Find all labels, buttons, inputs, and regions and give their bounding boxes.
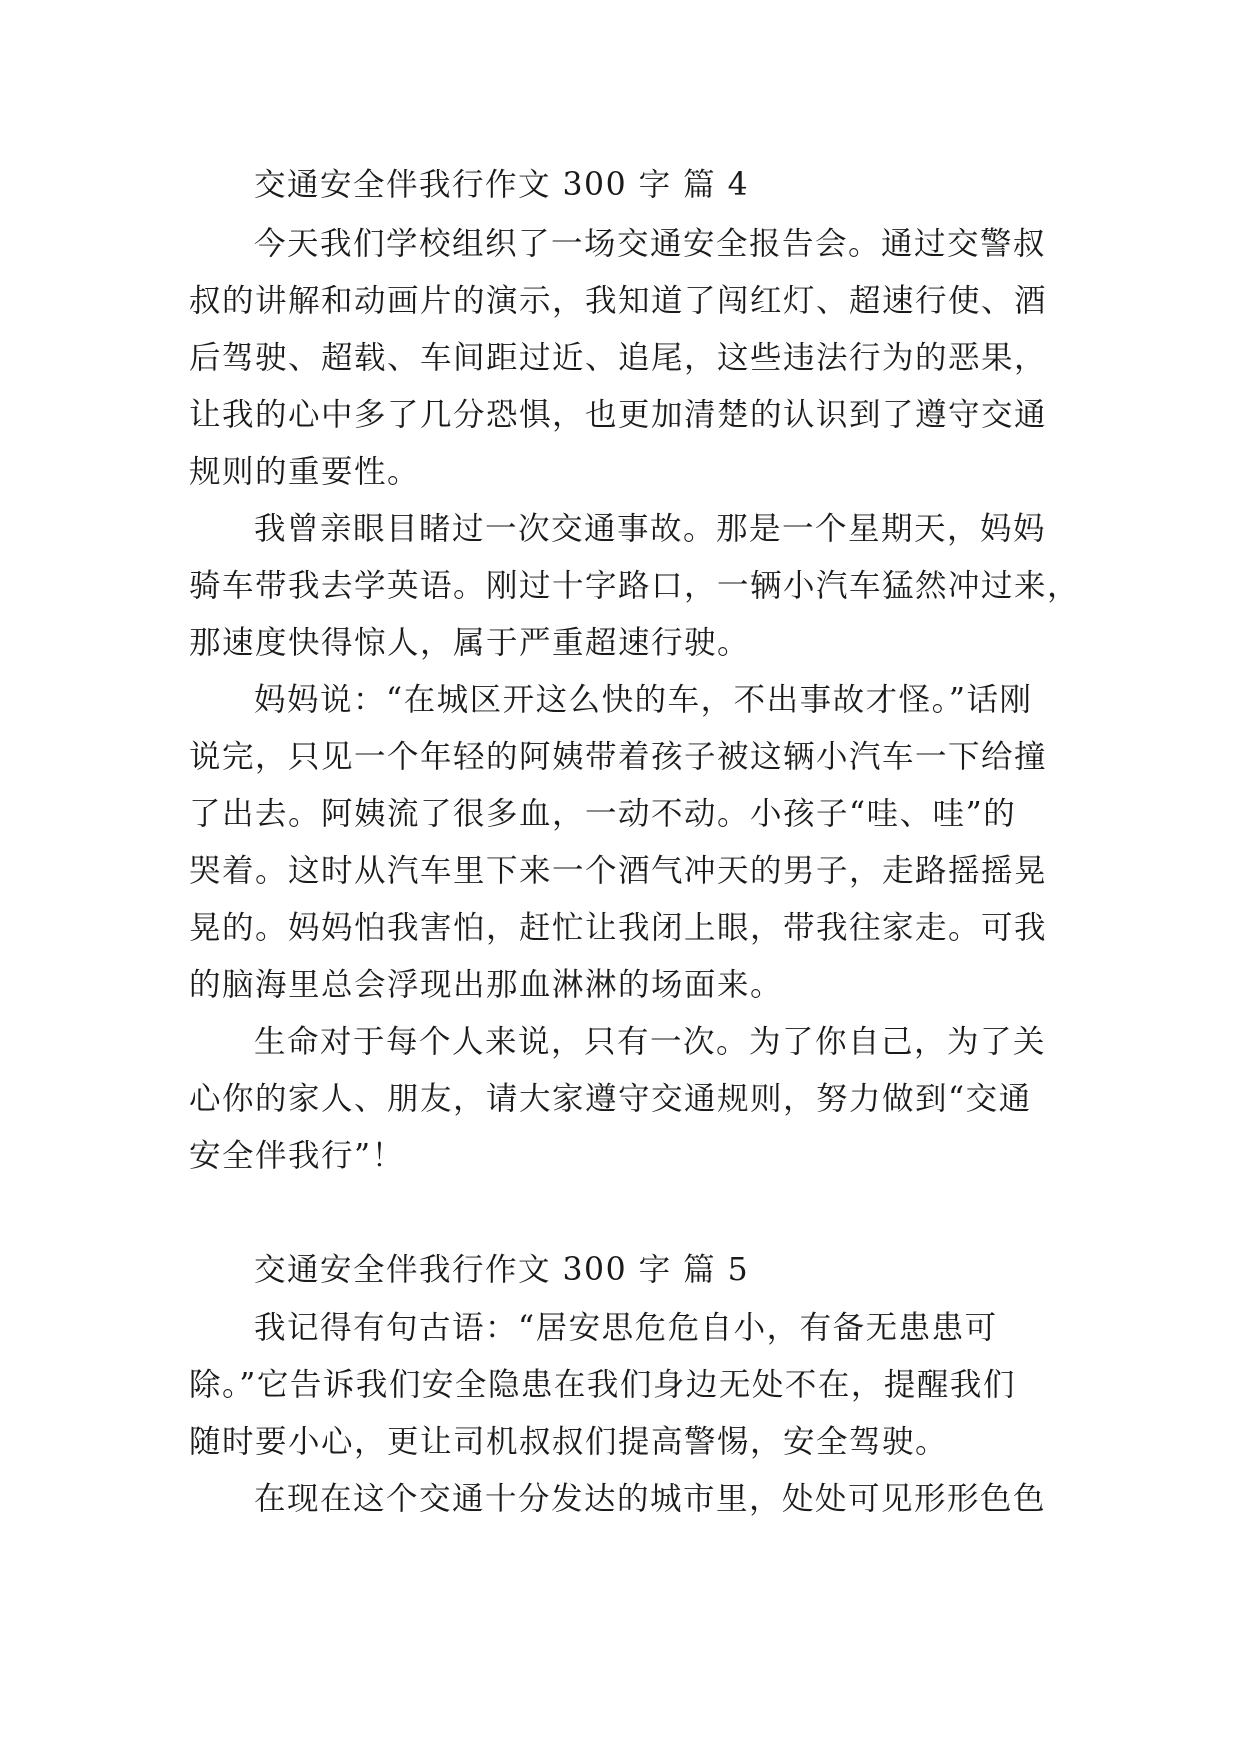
paragraph-line: 心你的家人、朋友，请大家遵守交通规则，努力做到“交通 <box>189 1081 1032 1117</box>
paragraph-line: 妈妈说：“在城区开这么快的车，不出事故才怪。”话刚 <box>254 682 1033 718</box>
paragraph-line: 我记得有句古语：“居安思危危自小，有备无患患可 <box>254 1310 998 1346</box>
paragraph-line: 今天我们学校组织了一场交通安全报告会。通过交警叔 <box>254 226 1047 262</box>
paragraph-line: 除。”它告诉我们安全隐患在我们身边无处不在，提醒我们 <box>189 1367 1016 1403</box>
paragraph-line: 那速度快得惊人，属于严重超速行驶。 <box>189 625 751 661</box>
paragraph-line: 骑车带我去学英语。刚过十字路口，一辆小汽车猛然冲过来， <box>189 568 1081 604</box>
paragraph-line: 哭着。这时从汽车里下来一个酒气冲天的男子，走路摇摇晃 <box>189 853 1048 889</box>
paragraph-line: 安全伴我行”！ <box>189 1138 405 1174</box>
paragraph-line: 在现在这个交通十分发达的城市里，处处可见形形色色 <box>254 1481 1047 1517</box>
essay-4-heading: 交通安全伴我行作文 300 字 篇 4 <box>254 167 750 203</box>
paragraph-line: 了出去。阿姨流了很多血，一动不动。小孩子“哇、哇”的 <box>189 796 1017 832</box>
paragraph-line: 后驾驶、超载、车间距过近、追尾，这些违法行为的恶果， <box>189 340 1048 376</box>
paragraph-line: 的脑海里总会浮现出那血淋淋的场面来。 <box>189 967 784 1003</box>
paragraph-line: 我曾亲眼目睹过一次交通事故。那是一个星期天，妈妈 <box>254 511 1047 547</box>
paragraph-line: 说完，只见一个年轻的阿姨带着孩子被这辆小汽车一下给撞 <box>189 739 1048 775</box>
paragraph-line: 叔的讲解和动画片的演示，我知道了闯红灯、超速行使、酒 <box>189 283 1048 319</box>
paragraph-line: 晃的。妈妈怕我害怕，赶忙让我闭上眼，带我往家走。可我 <box>189 910 1048 946</box>
essay-5-heading: 交通安全伴我行作文 300 字 篇 5 <box>254 1252 750 1288</box>
paragraph-line: 生命对于每个人来说，只有一次。为了你自己，为了关 <box>254 1024 1047 1060</box>
paragraph-line: 随时要小心，更让司机叔叔们提高警惕，安全驾驶。 <box>189 1424 949 1460</box>
paragraph-line: 规则的重要性。 <box>189 454 421 490</box>
paragraph-line: 让我的心中多了几分恐惧，也更加清楚的认识到了遵守交通 <box>189 397 1048 433</box>
